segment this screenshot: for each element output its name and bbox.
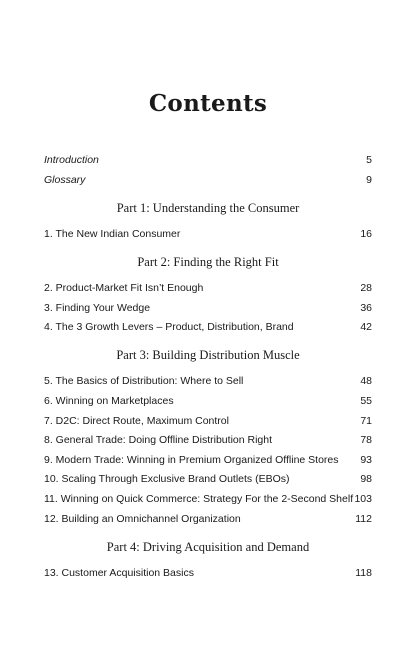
entry-title: 11. Winning on Quick Commerce: Strategy For the 2-Second Shelf bbox=[44, 493, 354, 505]
entry-title: Glossary bbox=[44, 174, 86, 186]
entry-page-number: 36 bbox=[360, 302, 372, 314]
toc-entry[interactable] bbox=[44, 491, 372, 507]
part-1-heading: Part 1: Understanding the Consumer bbox=[116, 201, 300, 215]
entry-page-number: 118 bbox=[355, 567, 372, 579]
entry-title: Introduction bbox=[44, 154, 99, 166]
entry-page-number: 78 bbox=[360, 434, 372, 446]
entry-title: 9. Modern Trade: Winning in Premium Organized Offline Stores bbox=[44, 454, 339, 466]
toc-entry[interactable] bbox=[44, 393, 372, 409]
entry-page-number: 5 bbox=[366, 154, 372, 166]
toc-entry[interactable] bbox=[44, 280, 372, 296]
entry-page-number: 9 bbox=[366, 174, 372, 186]
toc-entry[interactable] bbox=[44, 565, 372, 581]
entry-title: 3. Finding Your Wedge bbox=[44, 302, 151, 314]
entry-page-number: 16 bbox=[360, 228, 372, 240]
toc-entry[interactable] bbox=[44, 511, 372, 527]
toc-entry[interactable] bbox=[44, 452, 372, 468]
toc-entry[interactable] bbox=[44, 300, 372, 316]
part-3-heading: Part 3: Building Distribution Muscle bbox=[116, 348, 300, 362]
toc-entry[interactable] bbox=[44, 413, 372, 429]
entry-title: 1. The New Indian Consumer bbox=[44, 228, 181, 240]
entry-title: 5. The Basics of Distribution: Where to Sell bbox=[44, 375, 244, 387]
entry-title: 4. The 3 Growth Levers – Product, Distribution, Brand bbox=[44, 321, 294, 333]
entry-page-number: 93 bbox=[360, 454, 372, 466]
entry-title: 12. Building an Omnichannel Organization bbox=[44, 513, 241, 525]
toc-entry-introduction[interactable] bbox=[44, 152, 372, 168]
toc-entry[interactable] bbox=[44, 319, 372, 335]
entry-title: 2. Product-Market Fit Isn’t Enough bbox=[44, 282, 204, 294]
entry-page-number: 112 bbox=[355, 513, 372, 525]
toc-entry[interactable] bbox=[44, 471, 372, 487]
toc-entry[interactable] bbox=[44, 432, 372, 448]
entry-title: 10. Scaling Through Exclusive Brand Outlets (EBOs) bbox=[44, 473, 290, 485]
entry-page-number: 98 bbox=[360, 473, 372, 485]
entry-title: 7. D2C: Direct Route, Maximum Control bbox=[44, 415, 229, 427]
entry-page-number: 103 bbox=[354, 493, 372, 505]
part-4-heading: Part 4: Driving Acquisition and Demand bbox=[106, 540, 310, 554]
toc-entry[interactable] bbox=[44, 226, 372, 242]
part-2-heading: Part 2: Finding the Right Fit bbox=[137, 255, 279, 269]
entry-page-number: 42 bbox=[360, 321, 372, 333]
page-title: Contents bbox=[148, 90, 268, 117]
entry-title: 8. General Trade: Doing Offline Distribution Right bbox=[44, 434, 273, 446]
entry-page-number: 55 bbox=[360, 395, 372, 407]
entry-title: 13. Customer Acquisition Basics bbox=[44, 567, 194, 579]
entry-page-number: 28 bbox=[360, 282, 372, 294]
entry-page-number: 71 bbox=[360, 415, 372, 427]
toc-entry-glossary[interactable] bbox=[44, 172, 372, 188]
entry-title: 6. Winning on Marketplaces bbox=[44, 395, 174, 407]
toc-entry[interactable] bbox=[44, 373, 372, 389]
entry-page-number: 48 bbox=[360, 375, 372, 387]
